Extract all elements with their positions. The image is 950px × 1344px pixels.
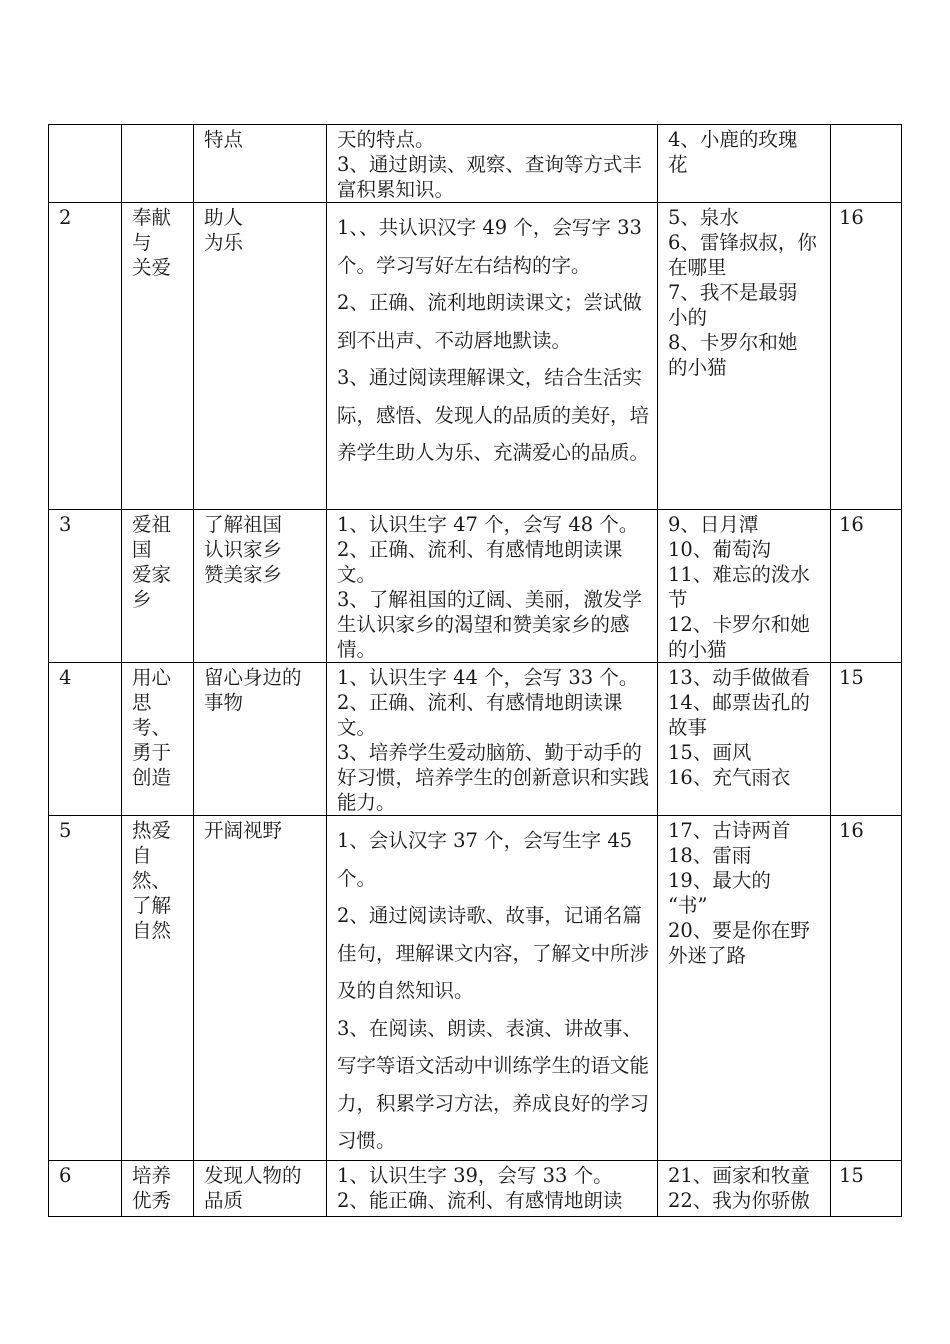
unit-number-cell: [49, 510, 122, 663]
unit-theme-line: 爱家: [132, 563, 172, 586]
lesson-line: 4、小鹿的玫瑰: [668, 128, 798, 151]
class-hours: 16: [839, 513, 864, 536]
lesson-line: 的小猫: [668, 356, 727, 379]
objective-item: 1、认识生字 47 个，会写 48 个。: [337, 513, 639, 536]
table-row: [49, 663, 902, 816]
unit-theme-line: 与: [132, 231, 152, 254]
unit-theme-cell: [122, 510, 194, 663]
unit-topic-line: 品质: [204, 1189, 244, 1212]
teaching-objectives-cell: [327, 663, 658, 816]
objective-item: 3、通过阅读理解课文，结合生活实际，感悟、发现人的品质的美好，培养学生助人为乐、充满爱心的品质。: [337, 366, 650, 464]
unit-theme-line: 优秀: [132, 1189, 172, 1212]
lesson-line: 20、要是你在野: [668, 919, 810, 942]
unit-topic-line: 了解祖国: [204, 513, 283, 536]
unit-theme-cell: [122, 816, 194, 1161]
objective-item: 2、通过阅读诗歌、故事，记诵名篇佳句，理解课文内容，了解文中所涉及的自然知识。: [337, 904, 650, 1002]
unit-topic-line: 事物: [204, 691, 244, 714]
lesson-line: 10、葡萄沟: [668, 538, 771, 561]
lesson-line: 11、难忘的泼水: [668, 563, 810, 586]
lesson-line: 6、雷锋叔叔，你: [668, 231, 817, 254]
lesson-line: 9、日月潭: [668, 513, 759, 536]
class-hours-cell: [831, 125, 902, 203]
unit-theme-line: 国: [132, 538, 152, 561]
lesson-line: 12、卡罗尔和她: [668, 613, 810, 636]
class-hours: 15: [839, 1164, 864, 1187]
unit-theme-cell: [122, 203, 194, 510]
objective-item: 2、能正确、流利、有感情地朗读: [337, 1189, 623, 1212]
unit-number-cell: [49, 663, 122, 816]
lesson-line: 7、我不是最弱: [668, 281, 798, 304]
unit-theme-line: 自: [132, 844, 152, 867]
unit-number-cell: [49, 203, 122, 510]
lesson-line: 的小猫: [668, 638, 727, 661]
lessons-cell: [658, 816, 831, 1161]
lesson-line: 16、充气雨衣: [668, 766, 791, 789]
class-hours-cell: [831, 663, 902, 816]
lesson-line: 22、我为你骄傲: [668, 1189, 810, 1212]
unit-theme-line: 思: [132, 691, 152, 714]
class-hours-cell: [831, 816, 902, 1161]
unit-topic-cell: [194, 816, 327, 1161]
unit-topic-line: 留心身边的: [204, 666, 302, 689]
unit-theme-line: 用心: [132, 666, 172, 689]
unit-theme-line: 热爱: [132, 819, 172, 842]
unit-topic-line: 发现人物的: [204, 1164, 302, 1187]
lesson-line: 14、邮票齿孔的: [668, 691, 810, 714]
unit-number: 5: [59, 819, 72, 842]
unit-topic-line: 认识家乡: [204, 538, 283, 561]
objective-item: 2、正确、流利地朗读课文；尝试做到不出声、不动唇地默读。: [337, 291, 642, 352]
lesson-line: 15、画风: [668, 741, 752, 764]
lesson-line: 19、最大的: [668, 869, 771, 892]
table-row: [49, 510, 902, 663]
unit-theme-line: 奉献: [132, 206, 172, 229]
objective-item: 2、正确、流利、有感情地朗读课文。: [337, 538, 623, 586]
objective-item: 2、正确、流利、有感情地朗读课文。: [337, 691, 623, 739]
lesson-line: 小的: [668, 306, 708, 329]
unit-topic-cell: [194, 203, 327, 510]
unit-topic-cell: [194, 510, 327, 663]
class-hours-cell: [831, 510, 902, 663]
unit-theme-line: 创造: [132, 766, 172, 789]
unit-theme-line: 自然: [132, 919, 172, 942]
objective-item: 3、通过朗读、观察、查询等方式丰富积累知识。: [337, 153, 642, 201]
lesson-line: 5、泉水: [668, 206, 739, 229]
unit-topic-cell: [194, 663, 327, 816]
objective-item: 3、了解祖国的辽阔、美丽，激发学生认识家乡的渴望和赞美家乡的感情。: [337, 588, 642, 661]
unit-theme-cell: [122, 125, 194, 203]
lesson-line: 13、动手做做看: [668, 666, 810, 689]
unit-number-cell: [49, 125, 122, 203]
unit-topic-line: 赞美家乡: [204, 563, 283, 586]
teaching-objectives-cell: [327, 125, 658, 203]
unit-number-cell: [49, 1161, 122, 1217]
unit-theme-line: 考、: [132, 716, 172, 739]
class-hours-cell: [831, 1161, 902, 1217]
lesson-line: 17、古诗两首: [668, 819, 791, 842]
lessons-cell: [658, 1161, 831, 1217]
unit-topic-line: 开阔视野: [204, 819, 283, 842]
lesson-line: 18、雷雨: [668, 844, 752, 867]
objective-item: 1、认识生字 44 个，会写 33 个。: [337, 666, 639, 689]
table-row: [49, 125, 902, 203]
lessons-cell: [658, 125, 831, 203]
unit-number: 6: [59, 1164, 72, 1187]
lessons-cell: [658, 663, 831, 816]
unit-number: 4: [59, 666, 72, 689]
objective-item: 3、在阅读、朗读、表演、讲故事、写字等语文活动中训练学生的语文能力，积累学习方法，养成良好的学习习惯。: [337, 1016, 650, 1152]
unit-topic-line: 助人: [204, 206, 244, 229]
unit-theme-line: 然、: [132, 869, 172, 892]
lessons-cell: [658, 203, 831, 510]
objective-item: 1、认识生字 39，会写 33 个。: [337, 1164, 613, 1187]
class-hours: 16: [839, 206, 864, 229]
unit-theme-cell: [122, 1161, 194, 1217]
unit-topic-line: 为乐: [204, 231, 244, 254]
unit-number: 3: [59, 513, 72, 536]
class-hours-cell: [831, 203, 902, 510]
unit-theme-line: 爱祖: [132, 513, 172, 536]
lesson-line: 花: [668, 153, 688, 176]
unit-theme-line: 乡: [132, 588, 152, 611]
lesson-line: “书”: [668, 894, 708, 917]
objective-item: 3、培养学生爱动脑筋、勤于动手的好习惯，培养学生的创新意识和实践能力。: [337, 741, 650, 814]
lesson-line: 在哪里: [668, 256, 727, 279]
lessons-cell: [658, 510, 831, 663]
unit-theme-line: 培养: [132, 1164, 172, 1187]
unit-theme-line: 勇于: [132, 741, 172, 764]
objective-item: 1、、共认识汉字 49 个，会写字 33 个。学习写好左右结构的字。: [337, 216, 642, 277]
lesson-line: 21、画家和牧童: [668, 1164, 810, 1187]
unit-theme-line: 了解: [132, 894, 172, 917]
teaching-objectives-cell: [327, 816, 658, 1161]
class-hours: 15: [839, 666, 864, 689]
class-hours: 16: [839, 819, 864, 842]
teaching-objectives-cell: [327, 510, 658, 663]
teaching-objectives-cell: [327, 1161, 658, 1217]
table-row: [49, 203, 902, 510]
table-row: [49, 816, 902, 1161]
unit-topic-line: 特点: [204, 128, 244, 151]
lesson-line: 故事: [668, 716, 708, 739]
unit-topic-cell: [194, 125, 327, 203]
lesson-line: 节: [668, 588, 688, 611]
table-row: [49, 1161, 902, 1217]
teaching-plan-table: [48, 124, 902, 1217]
unit-number: 2: [59, 206, 72, 229]
unit-topic-cell: [194, 1161, 327, 1217]
lesson-line: 8、卡罗尔和她: [668, 331, 798, 354]
unit-theme-line: 关爱: [132, 256, 172, 279]
unit-theme-cell: [122, 663, 194, 816]
teaching-objectives-cell: [327, 203, 658, 510]
unit-number-cell: [49, 816, 122, 1161]
lesson-line: 外迷了路: [668, 944, 747, 967]
objective-item: 1、会认汉字 37 个，会写生字 45 个。: [337, 829, 633, 890]
objective-item: 天的特点。: [337, 128, 435, 151]
